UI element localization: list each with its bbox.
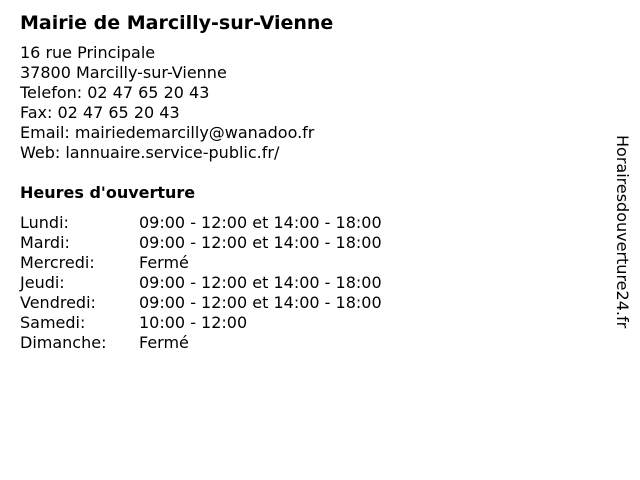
hours-value: 10:00 - 12:00 bbox=[139, 313, 248, 332]
hours-row-mercredi bbox=[20, 253, 440, 273]
day-label: Jeudi: bbox=[20, 273, 65, 292]
address-street: 16 rue Principale bbox=[20, 43, 156, 62]
hours-value: 09:00 - 12:00 et 14:00 - 18:00 bbox=[139, 213, 382, 232]
opening-hours-table bbox=[20, 213, 440, 353]
watermark-text: Horairesdouverture24.fr bbox=[613, 135, 632, 329]
website-address: Web: lannuaire.service-public.fr/ bbox=[20, 143, 280, 162]
email-address: Email: mairiedemarcilly@wanadoo.fr bbox=[20, 123, 315, 142]
hours-value: Fermé bbox=[139, 333, 189, 352]
page-title: Mairie de Marcilly-sur-Vienne bbox=[20, 12, 334, 34]
hours-row-dimanche bbox=[20, 333, 440, 353]
hours-value: 09:00 - 12:00 et 14:00 - 18:00 bbox=[139, 293, 382, 312]
hours-row-samedi bbox=[20, 313, 440, 333]
hours-row-lundi bbox=[20, 213, 440, 233]
phone-number: Telefon: 02 47 65 20 43 bbox=[20, 83, 210, 102]
contact-block bbox=[20, 43, 314, 163]
hours-row-vendredi bbox=[20, 293, 440, 313]
day-label: Vendredi: bbox=[20, 293, 96, 312]
opening-hours-heading: Heures d'ouverture bbox=[20, 183, 196, 202]
hours-row-mardi bbox=[20, 233, 440, 253]
day-label: Dimanche: bbox=[20, 333, 107, 352]
day-label: Mercredi: bbox=[20, 253, 95, 272]
day-label: Lundi: bbox=[20, 213, 69, 232]
hours-value: 09:00 - 12:00 et 14:00 - 18:00 bbox=[139, 233, 382, 252]
fax-number: Fax: 02 47 65 20 43 bbox=[20, 103, 180, 122]
hours-value: Fermé bbox=[139, 253, 189, 272]
day-label: Samedi: bbox=[20, 313, 86, 332]
site-watermark bbox=[612, 135, 632, 375]
day-label: Mardi: bbox=[20, 233, 70, 252]
address-city: 37800 Marcilly-sur-Vienne bbox=[20, 63, 227, 82]
hours-row-jeudi bbox=[20, 273, 440, 293]
hours-value: 09:00 - 12:00 et 14:00 - 18:00 bbox=[139, 273, 382, 292]
